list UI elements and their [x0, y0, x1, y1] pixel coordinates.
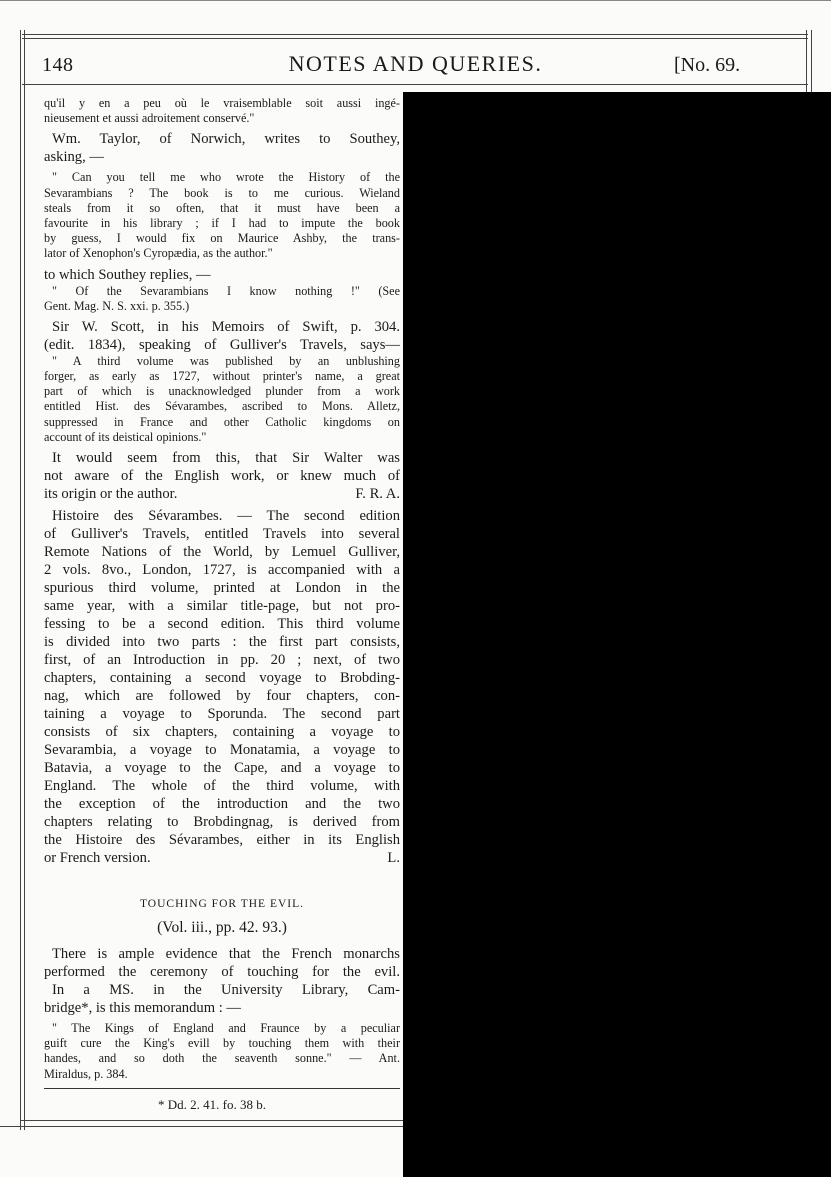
taylor-quote-line: Sevarambians ? The book is to me curious. Wieland: [44, 185, 400, 200]
issue-suffix: o. 69.: [695, 54, 741, 76]
histoire-line: same year, with a similar title-page, but not pro-: [44, 598, 400, 614]
histoire-line: Batavia, a voyage to the Cape, and a voyage to: [44, 760, 400, 776]
histoire-line: Histoire des Sévarambes. — The second edition: [52, 508, 400, 524]
histoire-line: fessing to be a second edition. This third volume: [44, 616, 400, 632]
histoire-line: the exception of the introduction and the two: [44, 796, 400, 812]
touching-quote-line: guift cure the King's evill by touching them with their: [44, 1036, 400, 1051]
histoire-line: England. The whole of the third volume, with: [44, 778, 400, 794]
histoire-line: the Histoire des Sévarambes, either in its English: [44, 832, 400, 848]
issue-prefix: N: [680, 54, 696, 76]
scott-quote-line: suppressed in France and other Catholic kingdoms on: [44, 414, 400, 429]
touching-body-line: There is ample evidence that the French monarchs: [52, 946, 400, 962]
scott-quote-line: account of its deistical opinions.": [44, 429, 207, 444]
taylor-quote-line: favourite in his library ; if I had to impute the book: [44, 215, 400, 230]
touching-quote-line: Miraldus, p. 384.: [44, 1066, 128, 1081]
bottom-rule-inner: [20, 1120, 403, 1121]
taylor-intro-line: Wm. Taylor, of Norwich, writes to Southey,: [52, 131, 400, 148]
histoire-line: chapters, containing a second voyage to Brobding-: [44, 670, 400, 686]
signature-l: L.: [387, 850, 400, 866]
conclusion-last-line: [44, 485, 400, 503]
footnote: * Dd. 2. 41. fo. 38 b.: [158, 1096, 266, 1112]
touching-body-line: performed the ceremony of touching for the evil.: [44, 964, 400, 980]
scott-quote-line: " A third volume was published by an unblushing: [52, 353, 400, 368]
page-number: 148: [42, 54, 74, 76]
touching-quote-line: " The Kings of England and Fraunce by a peculiar: [52, 1021, 400, 1035]
scott-intro-line: (edit. 1834), speaking of Gulliver's Travels, says—: [44, 336, 400, 353]
histoire-line: 2 vols. 8vo., London, 1727, is accompanied with a: [44, 562, 400, 578]
text-column: [44, 96, 400, 1115]
footnote-rule: [44, 1088, 400, 1089]
histoire-line: nag, which are followed by four chapters, con-: [44, 688, 400, 704]
southey-intro: to which Southey replies, —: [44, 266, 211, 283]
opening-quote-line: nieusement et aussi adroitement conservé.": [44, 111, 255, 126]
southey-quote-line: " Of the Sevarambians I know nothing !" (See: [52, 283, 400, 298]
opening-quote-line: qu'il y en a peu où le vraisemblable soit aussi ingé-: [44, 96, 400, 110]
touching-quote-line: handes, and so doth the seaventh sonne." — Ant.: [44, 1051, 400, 1066]
issue-bracket: [: [674, 54, 681, 76]
histoire-line: taining a voyage to Sporunda. The second part: [44, 706, 400, 722]
conclusion-last-text: its origin or the author.: [44, 486, 178, 502]
header-rule-top-inner: [22, 38, 808, 39]
left-margin-rule: [20, 30, 25, 1130]
redaction-panel: [403, 92, 831, 1177]
histoire-line: Sevarambia, a voyage to Monatamia, a voyage to: [44, 742, 400, 758]
section-heading: TOUCHING FOR THE EVIL.: [139, 898, 305, 910]
header-rule-bottom: [22, 84, 808, 85]
southey-quote-line: Gent. Mag. N. S. xxi. p. 355.): [44, 298, 190, 313]
section-reference: (Vol. iii., pp. 42. 93.): [157, 919, 287, 936]
taylor-quote-line: lator of Xenophon's Cyropædia, as the author.": [44, 246, 273, 261]
touching-body-line: In a MS. in the University Library, Cam-: [52, 982, 400, 998]
histoire-line: consists of six chapters, containing a voyage to: [44, 724, 400, 740]
running-title: NOTES AND QUERIES.: [288, 51, 543, 76]
top-edge-rule: [0, 0, 831, 5]
touching-body-line: bridge*, is this memorandum : —: [44, 1000, 241, 1016]
scott-intro-line: Sir W. Scott, in his Memoirs of Swift, p. 304.: [52, 318, 400, 335]
histoire-line: spurious third volume, printed at London in the: [44, 580, 400, 596]
histoire-line: of Gulliver's Travels, entitled Travels into several: [44, 526, 400, 542]
scott-quote-line: part of which is unacknowledged plunder from a work: [44, 384, 400, 399]
issue-number: [674, 54, 740, 77]
histoire-line: is divided into two parts : the first part consists,: [44, 634, 400, 650]
signature-fra: F. R. A.: [355, 486, 400, 502]
taylor-quote-line: by guess, I would fix on Maurice Ashby, the trans-: [44, 231, 400, 246]
histoire-last-text: or French version.: [44, 850, 151, 866]
taylor-quote-line: steals from it so often, that it must have been a: [44, 200, 400, 215]
conclusion-line: not aware of the English work, or knew much of: [44, 468, 400, 484]
scott-quote-line: forger, as early as 1727, without printer's name, a great: [44, 369, 400, 384]
conclusion-line: It would seem from this, that Sir Walter was: [52, 450, 400, 466]
bottom-rule: [0, 1126, 403, 1127]
taylor-intro-line: asking, —: [44, 149, 104, 166]
histoire-line: Remote Nations of the World, by Lemuel Gulliver,: [44, 544, 400, 560]
scott-quote-line: entitled Hist. des Sévarambes, ascribed to Mons. Alletz,: [44, 399, 400, 414]
taylor-quote-line: " Can you tell me who wrote the History of the: [52, 170, 400, 185]
histoire-line: chapters relating to Brobdingnag, is derived from: [44, 814, 400, 830]
histoire-last-line: [44, 849, 400, 867]
header-rule-top: [22, 34, 808, 35]
histoire-line: first, of an Introduction in pp. 20 ; next, of two: [44, 652, 400, 668]
